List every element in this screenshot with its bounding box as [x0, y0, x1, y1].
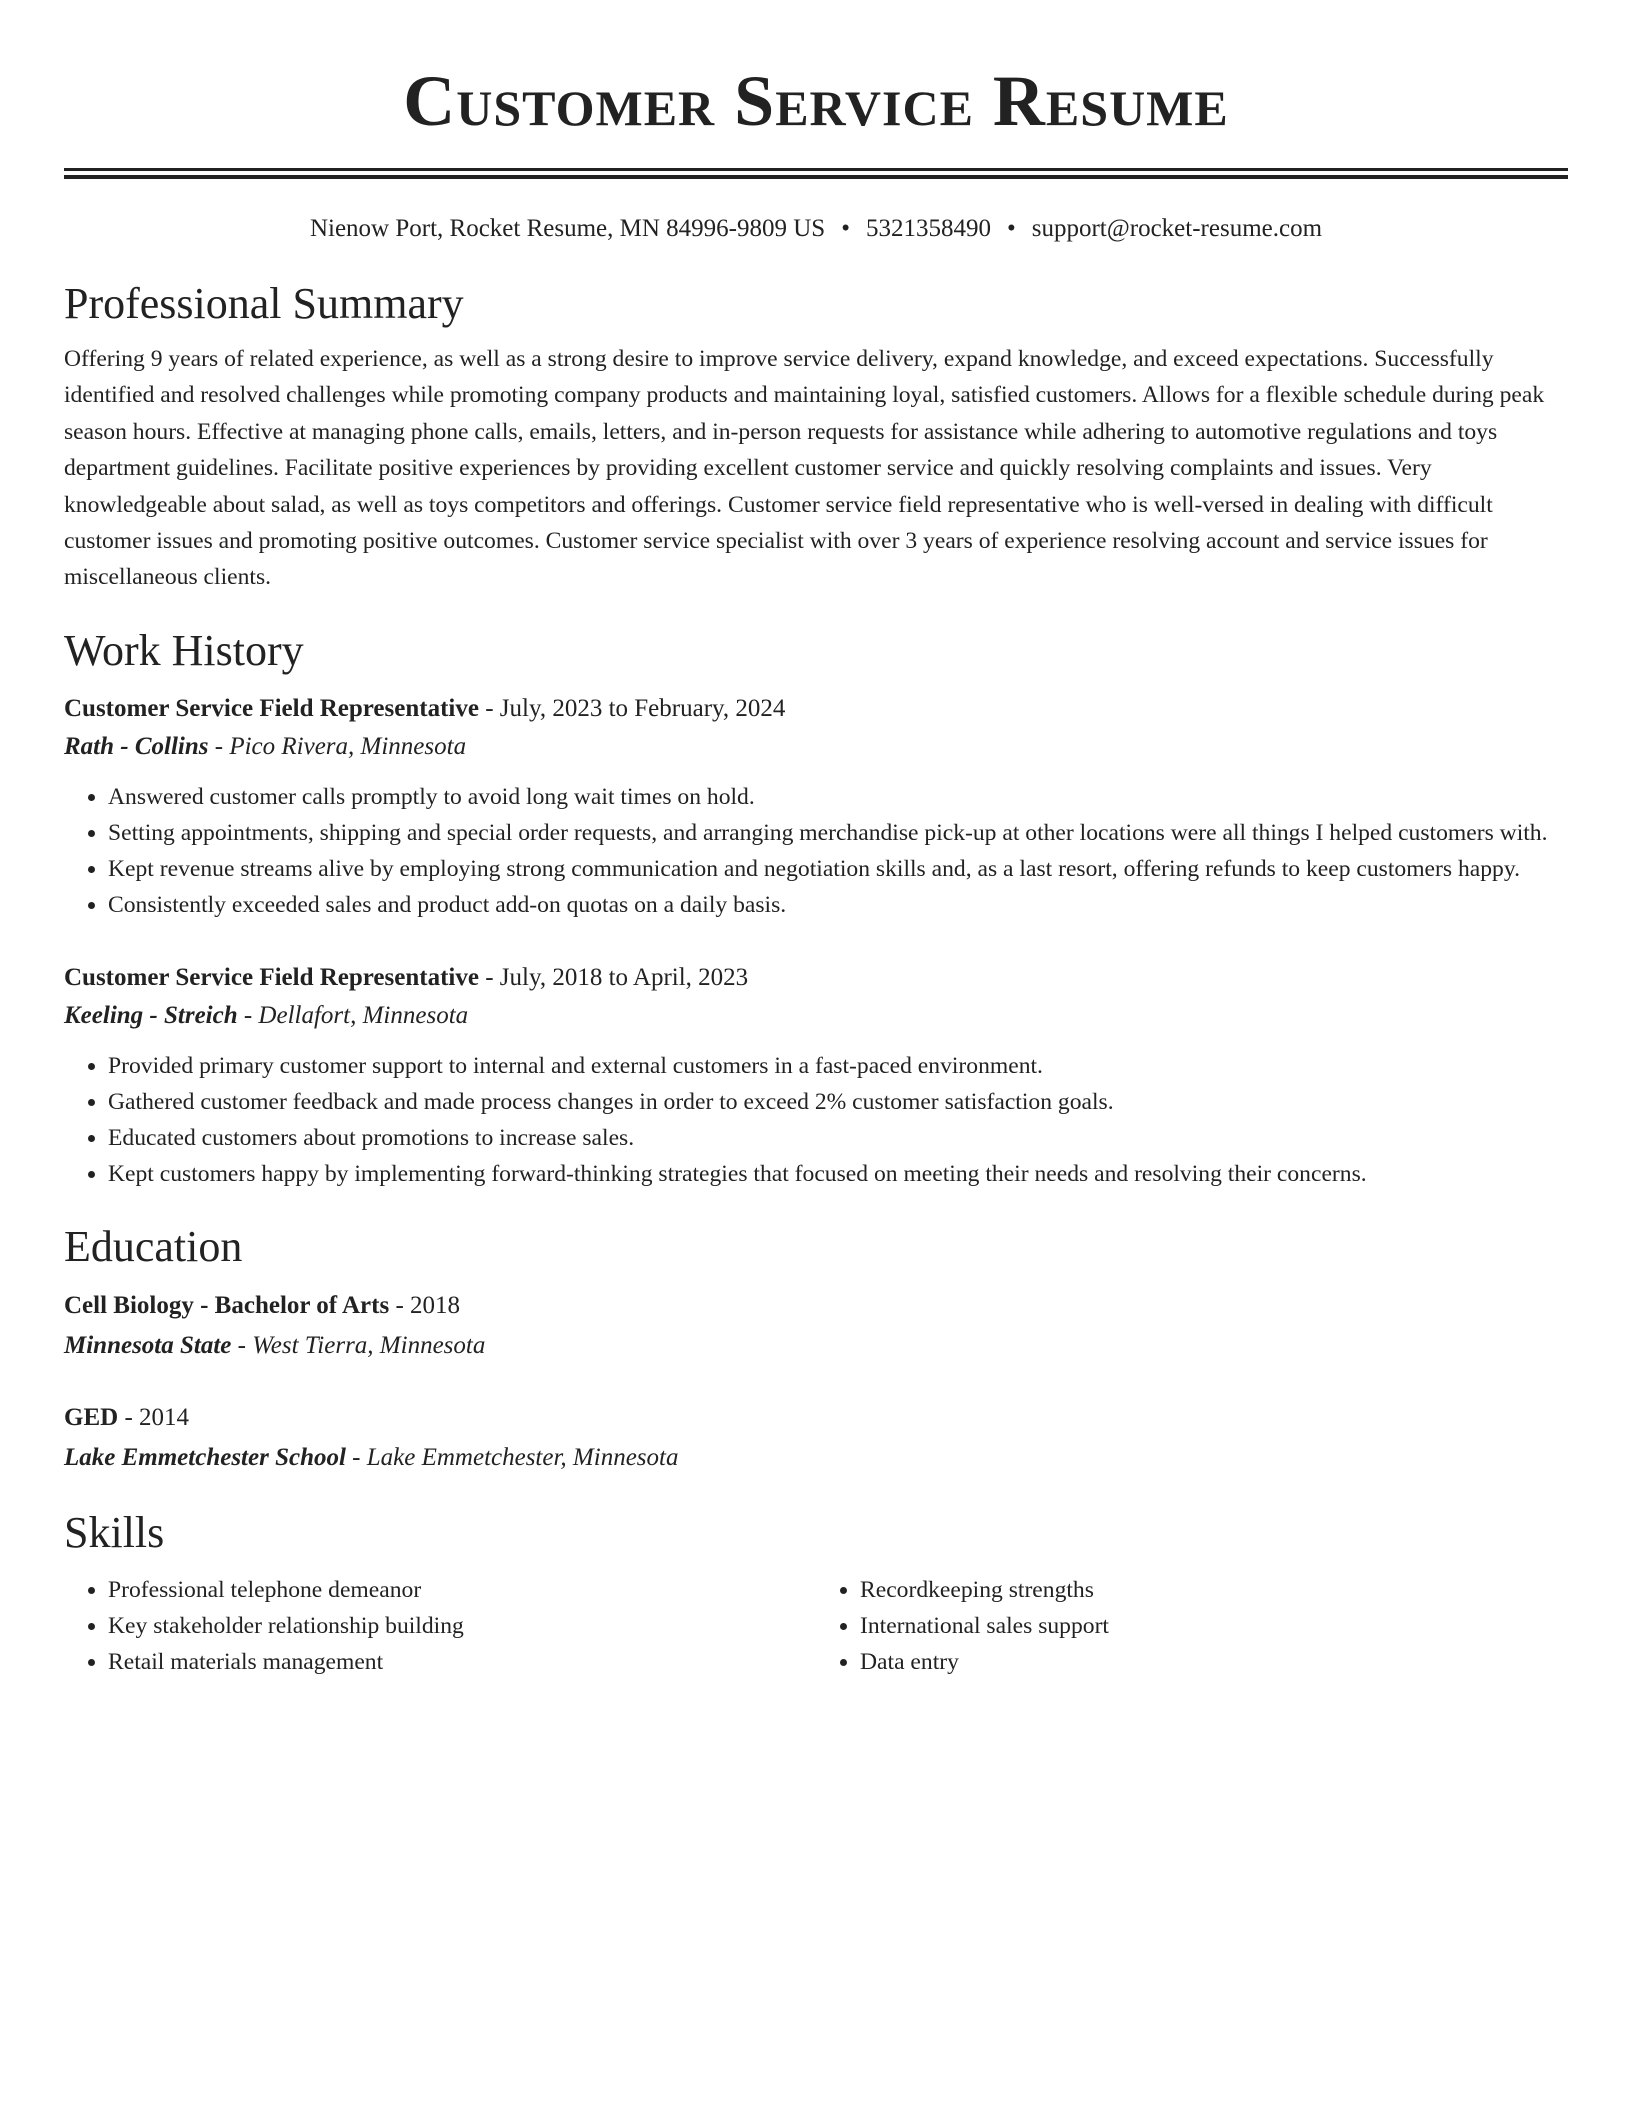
education-degree: Cell Biology - Bachelor of Arts — [64, 1291, 390, 1319]
job-title: Customer Service Field Representative — [64, 963, 479, 991]
skills-list-left — [64, 1572, 816, 1680]
job-duties-list — [64, 1048, 1568, 1192]
skill-item: • Retail materials management — [108, 1644, 816, 1680]
education-heading: Education — [64, 1221, 243, 1271]
education-year: - 2018 — [389, 1291, 461, 1319]
contact-email: support@rocket-resume.com — [1031, 215, 1323, 242]
job-duty: • Gathered customer feedback and made process changes in order to exceed 2% customer satisfaction goals. — [108, 1084, 1568, 1120]
contact-address: Nienow Port, Rocket Resume, MN 84996-9809 US — [309, 215, 826, 242]
skill-item: • Professional telephone demeanor — [108, 1572, 816, 1608]
education-location: - West Tierra, Minnesota — [231, 1331, 486, 1359]
contact-separator: • — [841, 215, 850, 242]
skill-item: • International sales support — [860, 1608, 1568, 1644]
job-duty: • Answered customer calls promptly to avoid long wait times on hold. — [108, 779, 1568, 815]
education-school-line — [64, 1438, 1568, 1478]
education-degree-line — [64, 1398, 1568, 1438]
contact-line — [64, 212, 1568, 246]
job-duty: • Provided primary customer support to internal and external customers in a fast-paced environment. — [108, 1048, 1568, 1084]
job-entry — [64, 690, 1568, 923]
job-dates: - July, 2023 to February, 2024 — [478, 694, 786, 722]
job-title-line — [64, 959, 1568, 997]
job-duties-list — [64, 779, 1568, 923]
summary-heading: Professional Summary — [64, 279, 464, 328]
education-school-line — [64, 1326, 1568, 1366]
contact-phone: 5321358490 — [865, 215, 991, 242]
job-dates: - July, 2018 to April, 2023 — [478, 963, 749, 991]
job-entry — [64, 959, 1568, 1192]
education-school: Minnesota State — [64, 1331, 232, 1359]
job-title-line — [64, 690, 1568, 728]
job-duty: • Educated customers about promotions to increase sales. — [108, 1120, 1568, 1156]
job-duty: • Consistently exceeded sales and product add-on quotas on a daily basis. — [108, 887, 1568, 923]
contact-separator: • — [1006, 215, 1016, 242]
job-location: - Dellafort, Minnesota — [237, 1001, 469, 1029]
job-location: - Pico Rivera, Minnesota — [208, 732, 467, 760]
job-title: Customer Service Field Representative — [64, 694, 479, 722]
resume-title: Customer Service Resume — [403, 61, 1229, 141]
job-company-line — [64, 997, 1568, 1035]
skills-heading: Skills — [64, 1507, 165, 1557]
title-divider — [64, 168, 1568, 179]
education-degree-line — [64, 1286, 1568, 1326]
job-company: Keeling - Streich — [64, 1001, 238, 1029]
summary-text: Offering 9 years of related experience, as well as a strong desire to improve service delivery, expand knowledge, and exceed expectations. Successfully identified and resolved challenges while promoting company products and maintaining loyal, satisfied customers. Allows for a flexible schedule during peak season hours. Effective at managing phone calls, emails, letters, and in-person requests for assistance while adhering to automotive regulations and toys department guidelines. Facilitate positive experiences by providing excellent customer service and quickly resolving complaints and issues. Very knowledgeable about salad, as well as toys competitors and offerings. Customer service field representative who is well-versed in dealing with difficult customer issues and promoting positive outcomes. Customer service specialist with over 3 years of experience resolving account and service issues for miscellaneous clients. — [64, 346, 1545, 591]
job-duty: • Kept revenue streams alive by employing strong communication and negotiation skills and, as a last resort, offering refunds to keep customers happy. — [108, 851, 1568, 887]
education-entry — [64, 1398, 1568, 1478]
skill-item: • Recordkeeping strengths — [860, 1572, 1568, 1608]
skills-columns — [64, 1572, 1568, 1680]
education-entry — [64, 1286, 1568, 1366]
job-company: Rath - Collins — [64, 732, 209, 760]
skill-item: • Key stakeholder relationship building — [108, 1608, 816, 1644]
education-school: Lake Emmetchester School — [64, 1443, 346, 1471]
job-duty: • Setting appointments, shipping and special order requests, and arranging merchandise pick-up at other locations were all things I helped customers with. — [108, 815, 1568, 851]
job-duty: • Kept customers happy by implementing forward-thinking strategies that focused on meeting their needs and resolving their concerns. — [108, 1156, 1568, 1192]
skills-list-right — [816, 1572, 1568, 1680]
education-location: - Lake Emmetchester, Minnesota — [345, 1443, 679, 1471]
education-year: - 2014 — [118, 1403, 190, 1431]
education-degree: GED — [64, 1403, 119, 1431]
work-history-heading: Work History — [64, 625, 304, 675]
skill-item: • Data entry — [860, 1644, 1568, 1680]
job-company-line — [64, 728, 1568, 766]
